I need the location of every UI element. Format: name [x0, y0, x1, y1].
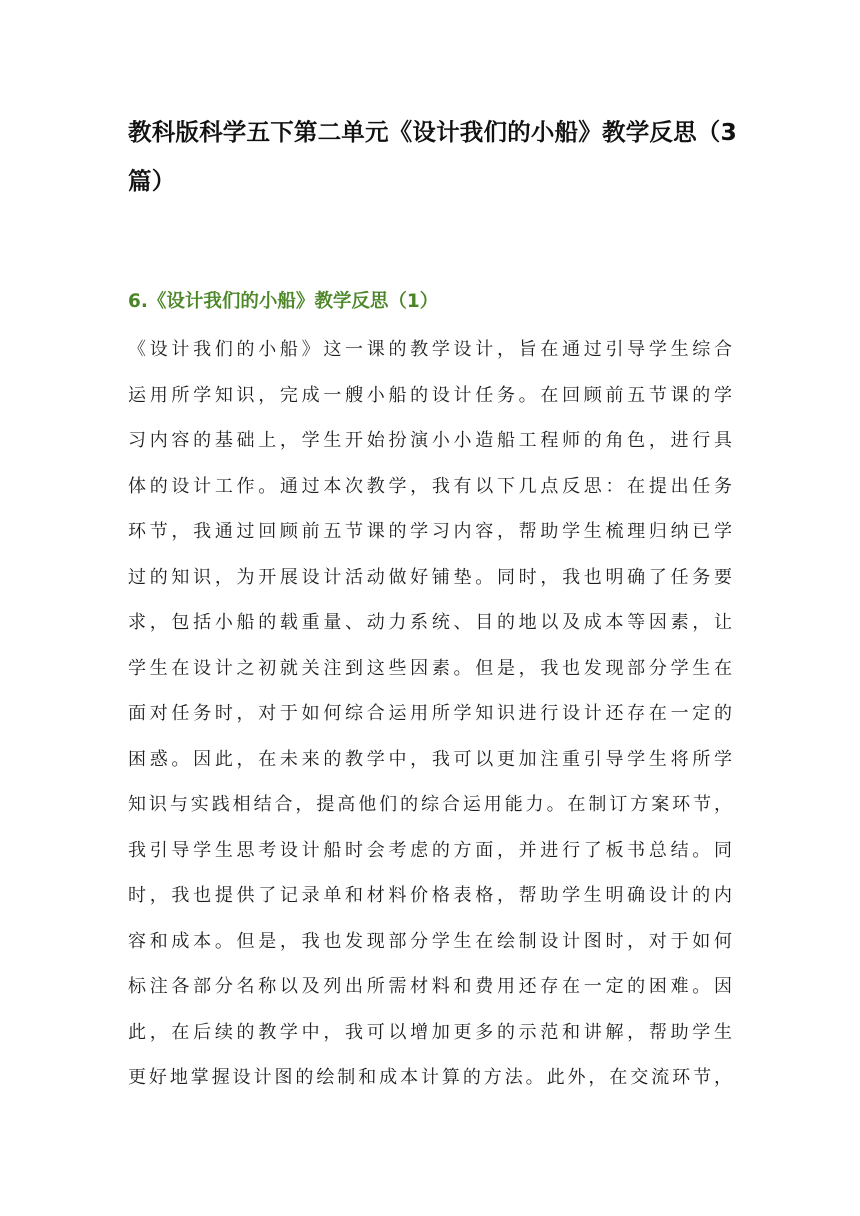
- body-line: 《设计我们的小船》这一课的教学设计，旨在通过引导学生综合: [128, 339, 732, 360]
- section-heading: 6.《设计我们的小船》教学反思（1）: [128, 291, 439, 312]
- body-line: 困惑。因此，在未来的教学中，我可以更加注重引导学生将所学: [128, 748, 732, 770]
- body-line: 求，包括小船的载重量、动力系统、目的地以及成本等因素，让: [128, 612, 732, 633]
- body-line: 运用所学知识，完成一艘小船的设计任务。在回顾前五节课的学: [128, 384, 732, 406]
- body-line: 我引导学生思考设计船时会考虑的方面，并进行了板书总结。同: [128, 839, 732, 861]
- body-line: 体的设计工作。通过本次教学，我有以下几点反思：在提出任务: [128, 475, 732, 497]
- body-line: 更好地掌握设计图的绘制和成本计算的方法。此外，在交流环节，: [128, 1067, 732, 1088]
- body-line: 容和成本。但是，我也发现部分学生在绘制设计图时，对于如何: [128, 930, 732, 952]
- body-line: 过的知识，为开展设计活动做好铺垫。同时，我也明确了任务要: [128, 566, 732, 588]
- body-line: 此，在后续的教学中，我可以增加更多的示范和讲解，帮助学生: [128, 1021, 732, 1043]
- body-line: 标注各部分名称以及列出所需材料和费用还存在一定的困难。因: [128, 976, 732, 997]
- body-line: 知识与实践相结合，提高他们的综合运用能力。在制订方案环节，: [128, 794, 732, 815]
- body-line: 面对任务时，对于如何综合运用所学知识进行设计还存在一定的: [128, 703, 732, 724]
- body-line: 学生在设计之初就关注到这些因素。但是，我也发现部分学生在: [128, 657, 732, 679]
- body-line: 环节，我通过回顾前五节课的学习内容，帮助学生梳理归纳已学: [128, 521, 732, 542]
- document-title: 教科版科学五下第二单元《设计我们的小船》教学反思（3 篇）: [128, 118, 738, 195]
- body-line: 习内容的基础上，学生开始扮演小小造船工程师的角色，进行具: [128, 430, 732, 451]
- body-line: 时，我也提供了记录单和材料价格表格，帮助学生明确设计的内: [128, 885, 732, 906]
- section-body: [128, 327, 732, 1101]
